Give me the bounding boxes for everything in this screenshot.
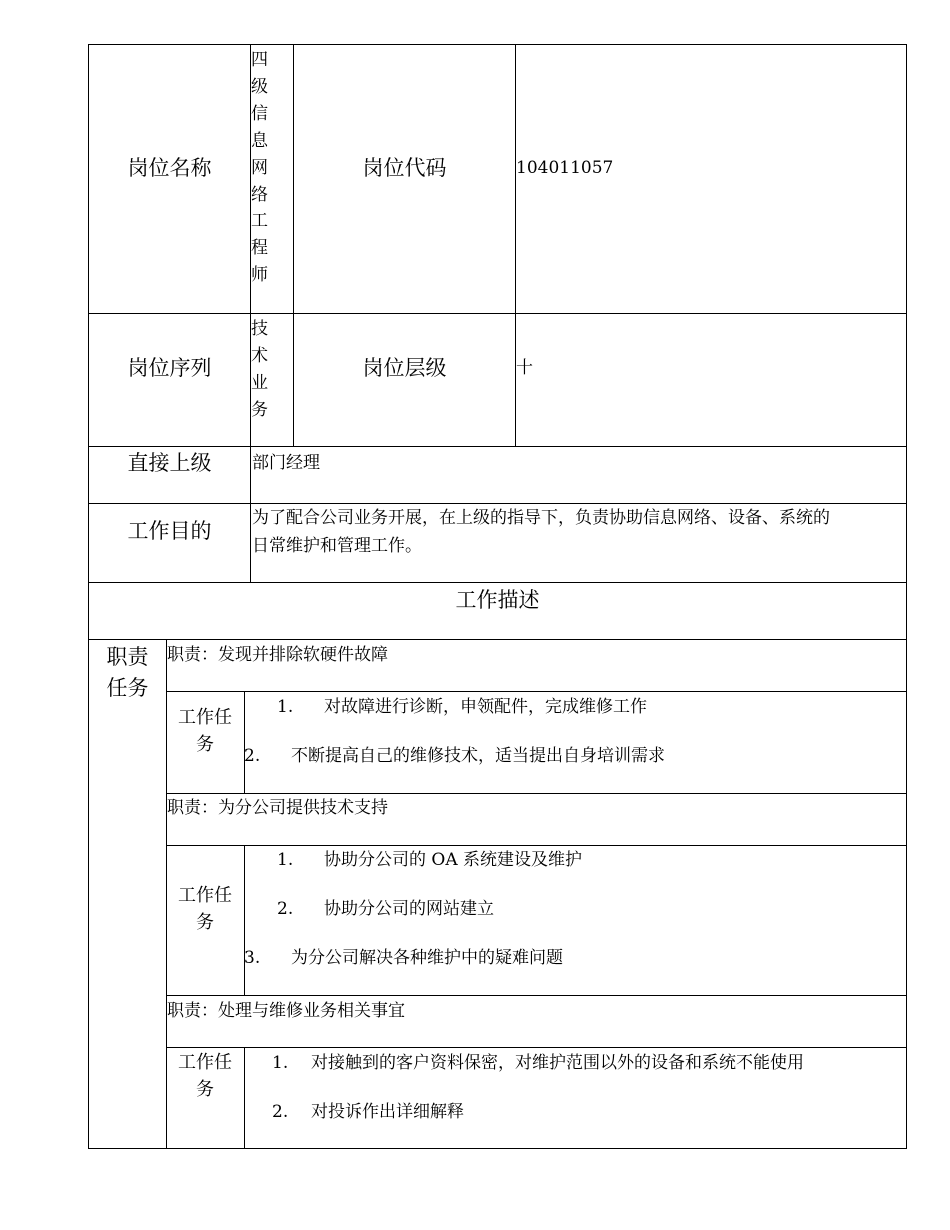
task-label-line: 工作任: [178, 707, 232, 728]
position-name-value: 四级信息网络工程师: [251, 50, 268, 286]
row-separator: [166, 1047, 907, 1048]
column-separator: [244, 691, 245, 794]
task-label-line: 工作任: [178, 885, 232, 906]
row-separator: [88, 582, 907, 583]
level-value: 十: [516, 358, 533, 378]
purpose-text-line: 日常维护和管理工作。: [252, 536, 422, 556]
purpose-text-line: 为了配合公司业务开展，在上级的指导下，负责协助信息网络、设备、系统的: [252, 508, 830, 528]
row-separator: [88, 503, 907, 504]
task-number: 2.: [272, 1102, 289, 1122]
supervisor-value: 部门经理: [252, 453, 320, 473]
task-number: 1.: [277, 850, 294, 870]
table-border-bottom: [88, 1148, 907, 1149]
sequence-label: 岗位序列: [127, 356, 212, 380]
task-label-line: 务: [196, 734, 214, 755]
duty-title: 职责：发现并排除软硬件故障: [167, 645, 388, 665]
task-text: 协助分公司的 OA 系统建设及维护: [324, 850, 583, 870]
task-text: 对投诉作出详细解释: [311, 1102, 464, 1122]
task-number: 1.: [272, 1053, 289, 1073]
position-code-label: 岗位代码: [362, 156, 447, 180]
row-separator: [166, 845, 907, 846]
duty-title: 职责：处理与维修业务相关事宜: [167, 1001, 405, 1021]
task-number: 3.: [244, 948, 261, 968]
task-text: 对故障进行诊断，申领配件，完成维修工作: [324, 697, 647, 717]
duty-label-line: 任务: [106, 676, 149, 700]
table-border-top: [88, 44, 907, 45]
table-border-right: [906, 44, 907, 1149]
supervisor-label: 直接上级: [127, 451, 212, 475]
position-name-label: 岗位名称: [127, 156, 212, 180]
position-code-value: 104011057: [516, 158, 614, 178]
task-label-line: 务: [196, 912, 214, 933]
row-separator: [166, 995, 907, 996]
task-number: 1.: [277, 697, 294, 717]
column-separator: [515, 44, 516, 447]
column-separator: [293, 44, 294, 447]
task-label-line: 务: [196, 1079, 214, 1100]
sequence-value: 技术业务: [251, 319, 268, 420]
row-separator: [88, 446, 907, 447]
row-separator: [88, 313, 907, 314]
duty-title: 职责：为分公司提供技术支持: [167, 798, 388, 818]
row-separator: [166, 793, 907, 794]
task-number: 2.: [277, 899, 294, 919]
column-separator: [244, 1047, 245, 1149]
task-text: 不断提高自己的维修技术，适当提出自身培训需求: [291, 746, 665, 766]
level-label: 岗位层级: [362, 356, 447, 380]
row-separator: [88, 639, 907, 640]
purpose-label: 工作目的: [127, 519, 212, 543]
task-label-line: 工作任: [178, 1052, 232, 1073]
task-text: 协助分公司的网站建立: [324, 899, 494, 919]
task-text: 对接触到的客户资料保密，对维护范围以外的设备和系统不能使用: [311, 1053, 804, 1073]
row-separator: [166, 691, 907, 692]
work-description-title: 工作描述: [455, 588, 540, 612]
task-text: 为分公司解决各种维护中的疑难问题: [291, 948, 563, 968]
task-number: 2.: [244, 746, 261, 766]
column-separator: [244, 845, 245, 996]
duty-label-line: 职责: [106, 645, 149, 669]
